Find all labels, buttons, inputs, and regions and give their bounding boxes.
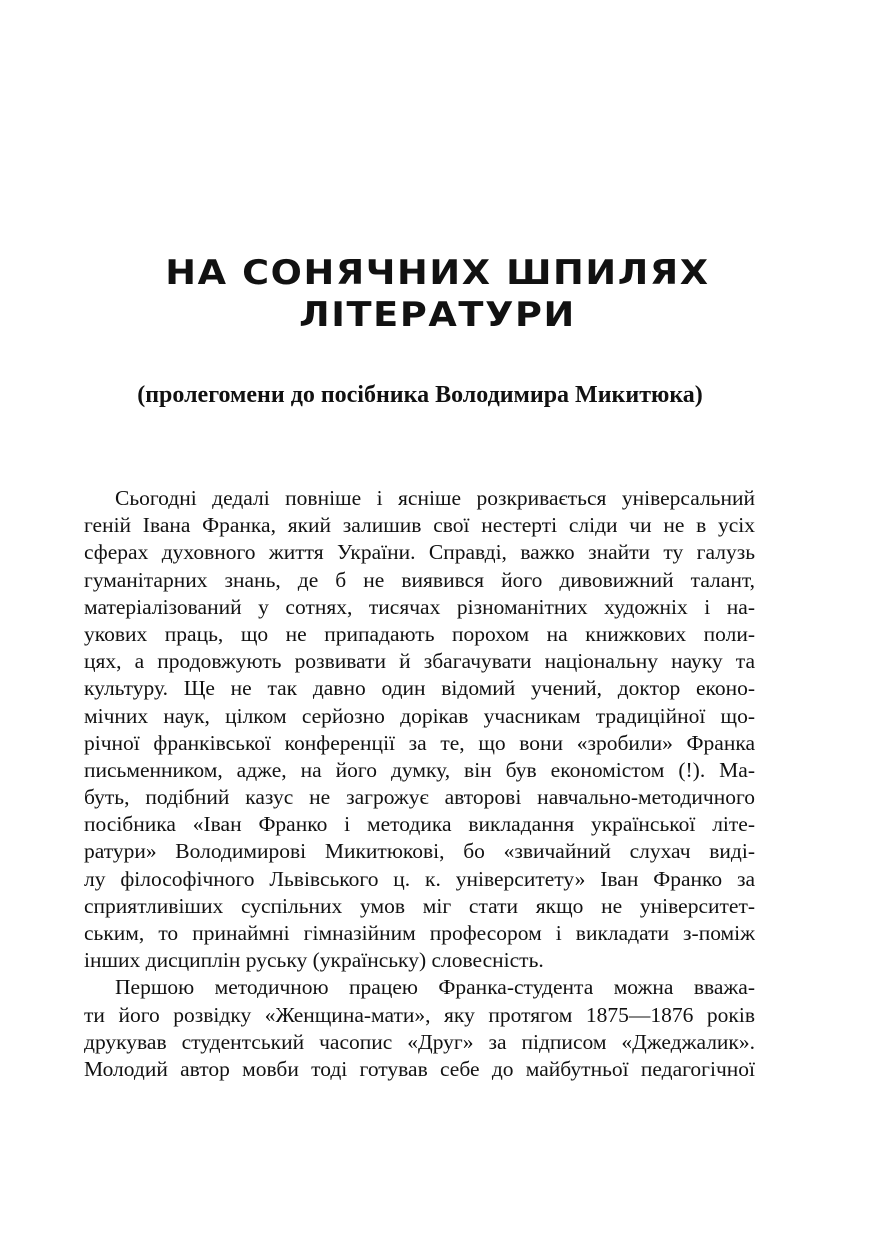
paragraph-2-line: Молодий автор мовби тоді готував себе до майбутньої педагогічної bbox=[84, 1056, 755, 1081]
paragraph-2-line: друкував студентський часопис «Друг» за підписом «Джеджалик». bbox=[84, 1029, 755, 1054]
paragraph-1-line: геній Івана Франка, який залишив свої нестерті сліди чи не в усіх bbox=[84, 513, 755, 538]
paragraph-1-line: культуру. Ще не так давно один відомий учений, доктор еконо- bbox=[84, 676, 755, 701]
paragraph-1-line: укових праць, що не припадають порохом на книжкових поли- bbox=[84, 621, 755, 646]
paragraph-1-line: мічних наук, цілком серйозно дорікав учасникам традиційної що- bbox=[84, 703, 755, 728]
chapter-title bbox=[0, 252, 875, 336]
paragraph-2-line: Першою методичною працею Франка-студента можна вважа- bbox=[115, 975, 755, 1000]
paragraph-1-line: буть, подібний казус не загрожує авторові навчально-методичного bbox=[84, 785, 755, 810]
paragraph-1-line: річної франківської конференції за те, що вони «зробили» Франка bbox=[84, 730, 755, 755]
paragraph-1-line: сферах духовного життя України. Справді, важко знайти ту галузь bbox=[84, 540, 755, 565]
paragraph-1-line: ратури» Володимирові Микитюкові, бо «звичайний слухач виді- bbox=[84, 839, 755, 864]
paragraph-1-line: гуманітарних знань, де б не виявився його дивовижний талант, bbox=[84, 567, 755, 592]
chapter-title-line-2: ЛІТЕРАТУРИ bbox=[299, 295, 576, 335]
paragraph-1-line: інших дисциплін руську (українську) словесність. bbox=[84, 948, 544, 973]
paragraph-1-line: сприятливіших суспільних умов міг стати якщо не університет- bbox=[84, 893, 755, 918]
paragraph-1-line: письменником, адже, на його думку, він був економістом (!). Ма- bbox=[84, 757, 755, 782]
paragraph-1-line: лу філософічного Львівського ц. к. університету» Іван Франко за bbox=[84, 866, 755, 891]
paragraph-1-line: посібника «Іван Франко і методика викладання української літе- bbox=[84, 812, 755, 837]
paragraph-2-line: ти його розвідку «Женщина-мати», яку протягом 1875—1876 років bbox=[84, 1002, 755, 1027]
body-text bbox=[84, 485, 755, 1083]
paragraph-1-line: цях, а продовжують розвивати й збагачувати національну науку та bbox=[84, 649, 755, 674]
chapter-title-line-1: НА СОНЯЧНИХ ШПИЛЯХ bbox=[165, 253, 710, 293]
paragraph-1-line: ським, то принаймні гімназійним професором і викладати з-поміж bbox=[84, 921, 755, 945]
chapter-subtitle: (пролегомени до посібника Володимира Микитюка) bbox=[137, 382, 703, 408]
paragraph-1-line: Сьогодні дедалі повніше і ясніше розкривається універсальний bbox=[115, 486, 755, 510]
paragraph-1-line: матеріалізований у сотнях, тисячах різноманітних художніх і на- bbox=[84, 594, 755, 619]
